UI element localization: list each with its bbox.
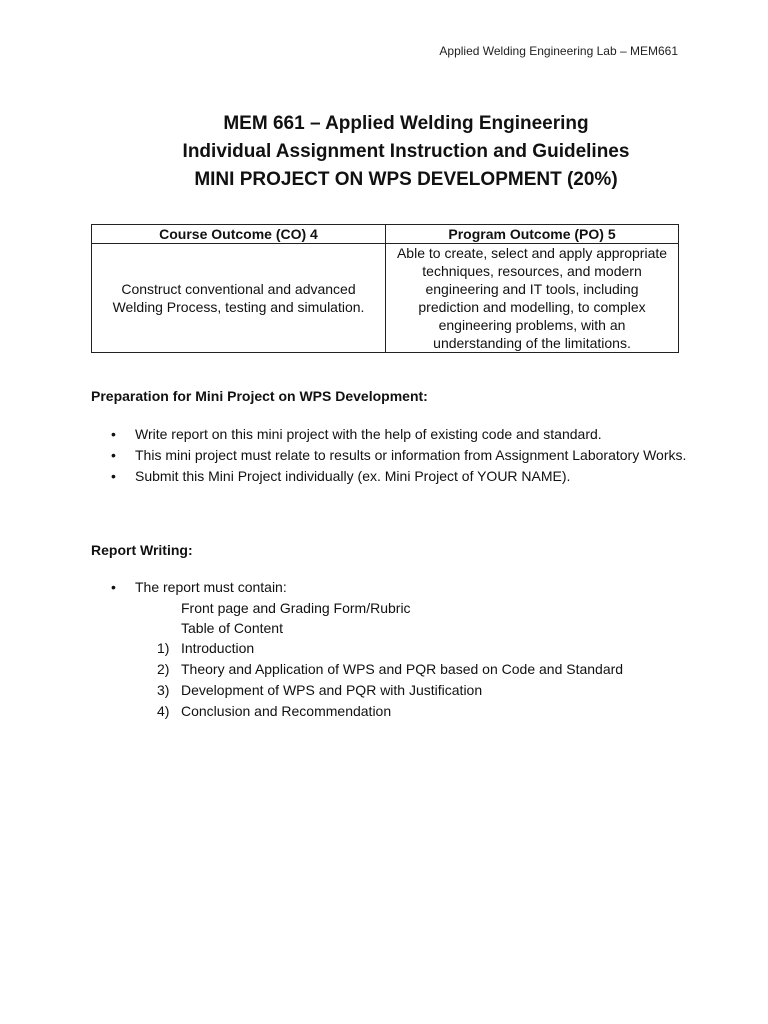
preparation-list	[91, 424, 691, 487]
course-outcome-text: Construct conventional and advanced Welding Process, testing and simulation.	[92, 244, 386, 353]
item-text: Development of WPS and PQR with Justification	[181, 682, 483, 698]
list-item	[91, 445, 691, 466]
item-number: 2)	[157, 661, 170, 677]
running-header: Applied Welding Engineering Lab – MEM661	[439, 44, 678, 58]
numbered-item	[91, 659, 623, 680]
title-block	[0, 110, 768, 194]
title-line-assignment: Individual Assignment Instruction and Guidelines	[182, 141, 630, 162]
list-item	[91, 466, 691, 487]
item-number: 4)	[157, 703, 170, 719]
front-matter-list	[181, 598, 411, 638]
header-course-outcome: Course Outcome (CO) 4	[92, 225, 386, 244]
header-program-outcome: Program Outcome (PO) 5	[386, 225, 679, 244]
bullet-icon: •	[111, 468, 116, 484]
front-matter-item: Table of Content	[181, 620, 283, 636]
list-item-text: The report must contain:	[135, 579, 287, 595]
program-outcome-text: Able to create, select and apply appropriate techniques, resources, and modern engineering and IT tools, including prediction and modelling, to complex engineering problems, with an understanding of the limitations.	[386, 244, 679, 353]
list-item-text: Write report on this mini project with the help of existing code and standard.	[135, 426, 602, 442]
list-item-text: This mini project must relate to results or information from Assignment Laboratory Works.	[135, 447, 687, 463]
bullet-icon: •	[111, 447, 116, 463]
outcomes-body-row	[92, 244, 679, 353]
bullet-icon: •	[111, 579, 116, 595]
numbered-item	[91, 680, 623, 701]
bullet-icon: •	[111, 426, 116, 442]
item-text: Theory and Application of WPS and PQR based on Code and Standard	[181, 661, 624, 677]
report-list	[91, 577, 691, 598]
outcomes-table	[91, 224, 679, 353]
numbered-item	[91, 638, 623, 659]
list-item	[91, 424, 691, 445]
outcomes-header-row	[92, 225, 679, 244]
report-heading: Report Writing:	[91, 542, 193, 558]
front-matter-item: Front page and Grading Form/Rubric	[181, 600, 411, 616]
preparation-heading: Preparation for Mini Project on WPS Development:	[91, 388, 428, 404]
item-number: 3)	[157, 682, 170, 698]
item-text: Conclusion and Recommendation	[181, 703, 392, 719]
item-text: Introduction	[181, 640, 255, 656]
title-line-project: MINI PROJECT ON WPS DEVELOPMENT (20%)	[194, 169, 618, 190]
title-line-course: MEM 661 – Applied Welding Engineering	[223, 113, 589, 134]
report-sections-list	[91, 638, 623, 722]
list-item-text: Submit this Mini Project individually (ex. Mini Project of YOUR NAME).	[135, 468, 571, 484]
item-number: 1)	[157, 640, 170, 656]
numbered-item	[91, 701, 623, 722]
list-item	[91, 577, 691, 598]
